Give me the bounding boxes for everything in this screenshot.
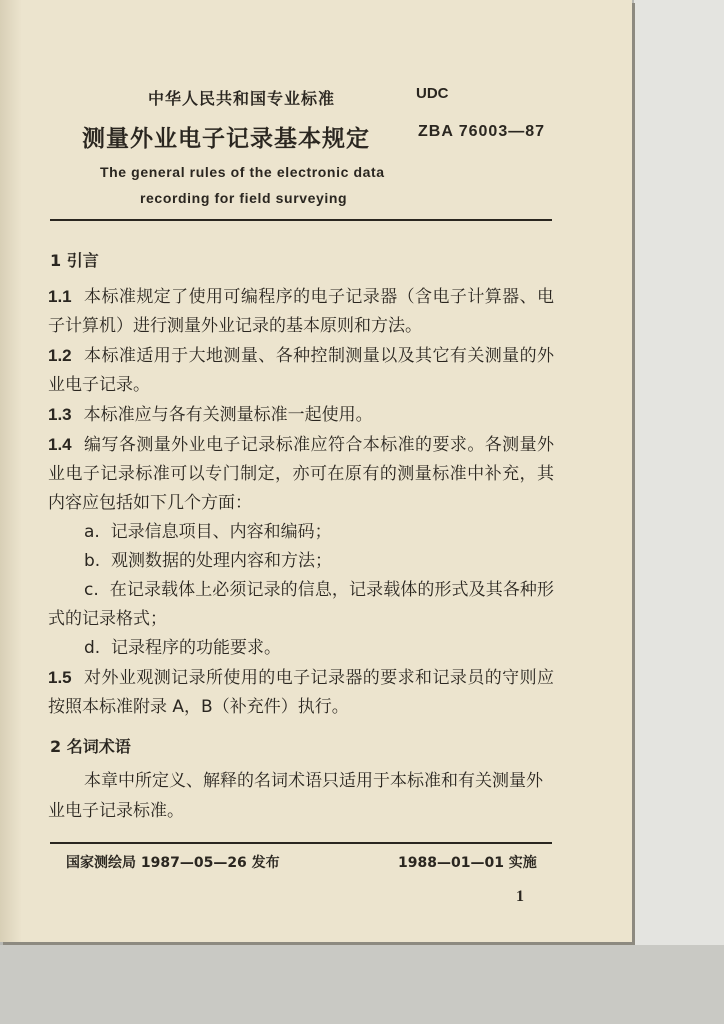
- section-2-paragraph: 本章中所定义、解释的名词术语只适用于本标准和有关测量外业电子记录标准。: [48, 771, 543, 821]
- clause-1-4: 1.4 编写各测量外业电子记录标准应符合本标准的要求。各测量外业电子记录标准可以专门制定，亦可在原有的测量标准中补充，其内容应包括如下几个方面：: [48, 435, 554, 513]
- effective-date: 1988—01—01 实施: [398, 855, 537, 871]
- page-number: 1: [516, 888, 524, 905]
- clause-1-5: 1.5 对外业观测记录所使用的电子记录器的要求和记录员的守则应按照本标准附录 A，B（补充件）执行。: [48, 668, 554, 717]
- english-title-line2: recording for field surveying: [140, 190, 348, 206]
- english-title-line1: The general rules of the electronic data: [100, 164, 385, 180]
- standard-type: 中华人民共和国专业标准: [148, 89, 336, 108]
- section-1-body: [48, 282, 554, 722]
- section-2-body: [48, 766, 554, 826]
- subitem-a: a. 记录信息项目、内容和编码；: [84, 522, 332, 542]
- background-bottom: [0, 945, 724, 1024]
- udc-label: UDC: [416, 85, 449, 102]
- section-1-heading: 1 引言: [50, 251, 99, 270]
- subitem-d: d. 记录程序的功能要求。: [84, 638, 282, 658]
- standard-code: ZBA 76003—87: [418, 123, 546, 140]
- clause-1-1: 1.1 本标准规定了使用可编程序的电子记录器（含电子计算器、电子计算机）进行测量外业记录的基本原则和方法。: [48, 287, 554, 336]
- document-title: 测量外业电子记录基本规定: [82, 126, 370, 152]
- footer-rule: [50, 842, 552, 844]
- page-spine-shadow: [0, 0, 22, 942]
- clause-1-3: 1.3 本标准应与各有关测量标准一起使用。: [48, 405, 373, 425]
- header-rule: [50, 219, 552, 221]
- clause-1-2: 1.2 本标准适用于大地测量、各种控制测量以及其它有关测量的外业电子记录。: [48, 346, 554, 395]
- subitem-c: c. 在记录载体上必须记录的信息，记录载体的形式及其各种形式的记录格式；: [48, 580, 555, 629]
- issue-date: 国家测绘局 1987—05—26 发布: [66, 855, 280, 871]
- background-right: [634, 0, 724, 1024]
- section-2-heading: 2 名词术语: [50, 737, 131, 756]
- subitem-b: b. 观测数据的处理内容和方法；: [84, 551, 333, 571]
